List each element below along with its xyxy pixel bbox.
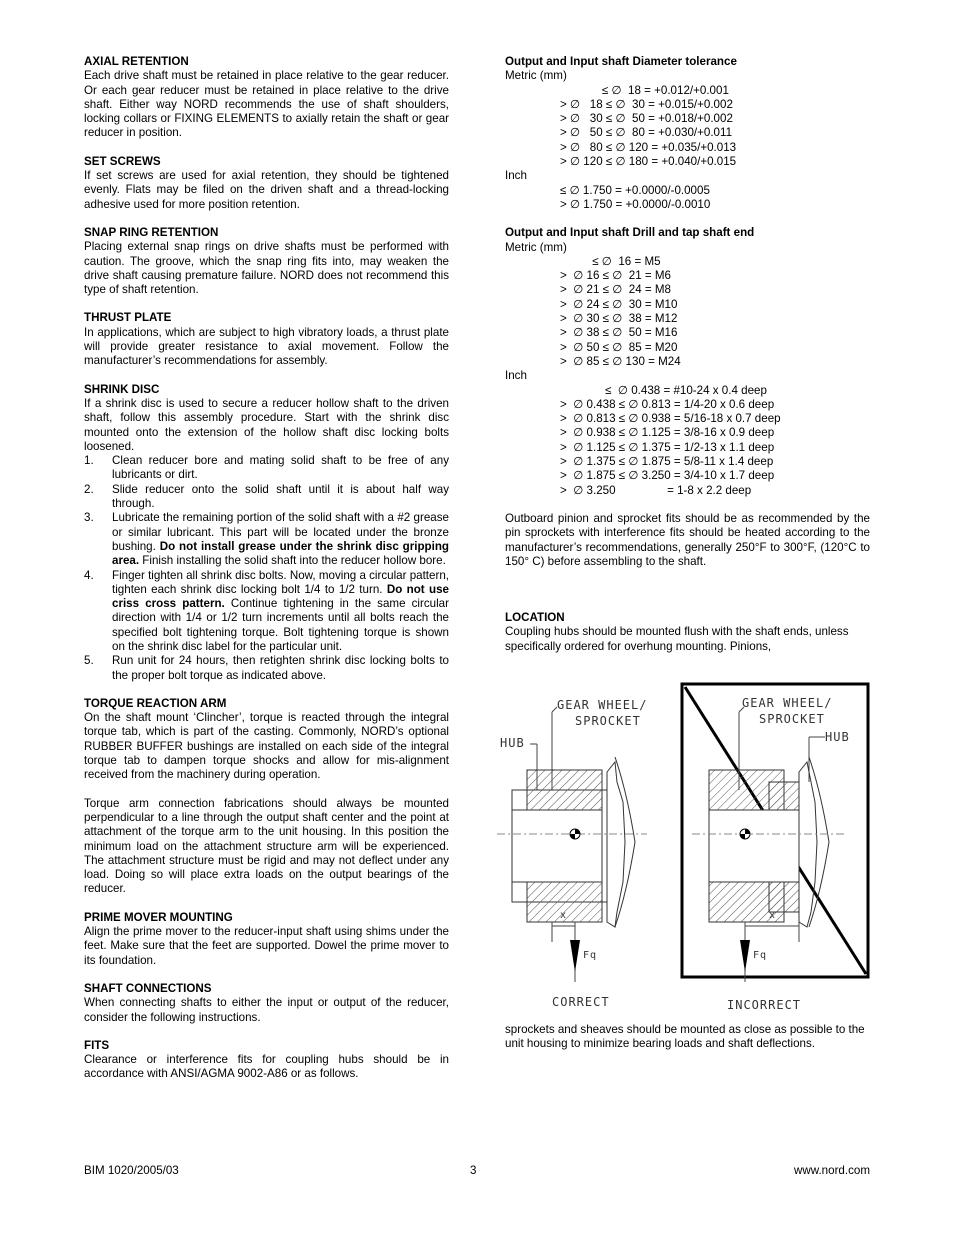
section-prime-mover [84, 911, 449, 968]
step-number: 3. [84, 511, 94, 525]
section-text: Each drive shaft must be retained in place relative to the gear reducer. Or each gear reducer must be retained in place relative to the drive shaft. Either way NORD recommends the use of shaft shoulders, locking collars or FIXING ELEMENTS to axially retain the shaft or gear reducer in position. [84, 69, 449, 140]
list-item [84, 483, 449, 512]
section-text: Torque arm connection fabrications should always be mounted perpendicular to a line through the output shaft center and the point at attachment of the torque arm to the unit housing. In this position the minimum load on the attachment structure arm will be experienced. The attachment structure must be rigid and may not deflect under any load. Doing so will place extra loads on the output bearings of the reducer. [84, 796, 449, 896]
list-item [84, 569, 449, 655]
section-diameter-tolerance [505, 55, 870, 212]
footer-url: www.nord.com [793, 1164, 870, 1177]
metric-label: Metric (mm) [505, 69, 567, 83]
section-heading: SET SCREWS [84, 154, 161, 168]
section-heading: AXIAL RETENTION [84, 55, 189, 68]
page-footer [84, 1164, 870, 1180]
step-text: Clean reducer bore and mating solid shaft to be free of any lubricants or dirt. [112, 454, 449, 482]
tolerance-row: > ∅ 50 ≤ ∅ 80 = +0.030/+0.011 [560, 126, 733, 140]
footer-doc-id: BIM 1020/2005/03 [84, 1164, 179, 1177]
section-text: In applications, which are subject to high vibratory loads, a thrust plate will provide greater resistance to axial movement. Follow the manufacturer’s recommendations for assembly. [84, 325, 449, 368]
section-location [505, 611, 870, 654]
section-fits [84, 1039, 449, 1082]
tolerance-row: > ∅ 1.750 = +0.0000/-0.0010 [560, 197, 711, 211]
inch-label: Inch [505, 169, 527, 183]
thread-row: ≤ ∅ 16 = M5 [560, 254, 661, 268]
section-text: Coupling hubs should be mounted flush with the shaft ends, unless specifically ordered for overhung mounting. Pinions, [505, 625, 849, 653]
step-text: Finish installing the solid shaft into the reducer hollow bore. [139, 554, 446, 568]
thread-row: > ∅ 21 ≤ ∅ 24 = M8 [560, 283, 671, 297]
list-item [84, 454, 449, 483]
metric-label: Metric (mm) [505, 240, 567, 254]
correct-caption: CORRECT [552, 995, 610, 1009]
section-heading: SNAP RING RETENTION [84, 225, 219, 239]
thread-row: > ∅ 1.375 ≤ ∅ 1.875 = 5/8-11 x 1.4 deep [560, 455, 774, 469]
thread-row: > ∅ 0.438 ≤ ∅ 0.813 = 1/4-20 x 0.6 deep [560, 397, 775, 411]
tolerance-row: ≤ ∅ 18 = +0.012/+0.001 [560, 83, 729, 97]
section-shaft-connections [84, 982, 449, 1025]
section-shrink-disc [84, 383, 449, 683]
force-label: Fq [583, 950, 598, 961]
gear-wheel-label: GEAR WHEEL/ [557, 698, 648, 712]
step-warning: Do not use criss cross pattern. [112, 582, 449, 611]
thread-row: > ∅ 38 ≤ ∅ 50 = M16 [560, 326, 678, 340]
section-heading: FITS [84, 1038, 110, 1052]
step-number: 5. [84, 654, 94, 668]
thread-row: > ∅ 0.813 ≤ ∅ 0.938 = 5/16-18 x 0.7 deep [560, 412, 781, 426]
section-heading: PRIME MOVER MOUNTING [84, 910, 233, 924]
section-thrust-plate [84, 311, 449, 368]
step-text: Slide reducer onto the solid shaft until it is about half way through. [112, 482, 449, 511]
section-heading: THRUST PLATE [84, 311, 172, 325]
shrink-disc-steps [84, 454, 449, 683]
tolerance-row: > ∅ 80 ≤ ∅ 120 = +0.035/+0.013 [560, 140, 737, 154]
section-text: On the shaft mount ‘Clincher’, torque is reacted through the integral torque tab, which is part of the casting. Commonly, NORD’s optional RUBBER BUFFER bushings are installed on each side of the integral torque tab to dampen torque shocks and allow for mis-alignment received from the machinery during operation. [84, 711, 449, 782]
force-arrow-icon [570, 940, 580, 972]
mounting-diagram [497, 682, 873, 1012]
sprocket-label: SPROCKET [759, 712, 825, 726]
thread-row: > ∅ 3.250 = 1-8 x 2.2 deep [560, 483, 752, 497]
section-axial-retention [84, 55, 449, 141]
location-text-continued: sprockets and sheaves should be mounted as close as possible to the unit housing to minimize bearing loads and shaft deflections. [505, 1023, 865, 1051]
section-text: If a shrink disc is used to secure a reducer hollow shaft to the driven shaft, follow this assembly procedure. Start with the shrink disc mounted onto the extension of the hollow shaft disc locking bolts loosened. [84, 396, 449, 453]
sprocket-label: SPROCKET [575, 714, 641, 728]
thread-row: > ∅ 16 ≤ ∅ 21 = M6 [560, 269, 671, 283]
section-text: When connecting shafts to either the input or output of the reducer, consider the following instructions. [84, 996, 449, 1024]
step-text: Finger tighten all shrink disc bolts. Now, moving a circular pattern, tighten each shrink disc locking bolt 1/4 to 1/2 turn. [112, 568, 450, 596]
section-snap-ring [84, 226, 449, 297]
list-item [84, 511, 449, 568]
tolerance-row: ≤ ∅ 1.750 = +0.0000/-0.0005 [560, 183, 710, 197]
tolerance-row: > ∅ 120 ≤ ∅ 180 = +0.040/+0.015 [560, 155, 737, 169]
x-label: x [769, 910, 777, 921]
section-set-screws [84, 155, 449, 212]
step-text: Lubricate the remaining portion of the solid shaft with a #2 grease or similar lubricant. This part will be located under the bronze bushing. [112, 511, 449, 553]
tolerance-row: > ∅ 30 ≤ ∅ 50 = +0.018/+0.002 [560, 112, 733, 126]
thread-row: > ∅ 30 ≤ ∅ 38 = M12 [560, 312, 678, 326]
thread-row: > ∅ 50 ≤ ∅ 85 = M20 [560, 340, 678, 354]
section-heading: SHRINK DISC [84, 382, 160, 396]
section-text: If set screws are used for axial retention, they should be tightened evenly. Flats may be filed on the driven shaft and a thread-locking adhesive used for more position retention. [84, 169, 449, 211]
step-warning: Do not install grease under the shrink disc gripping area. [112, 539, 449, 568]
section-text: Clearance or interference fits for coupling hubs should be in accordance with ANSI/AGMA 9002-A86 or as follows. [84, 1053, 449, 1081]
step-number: 1. [84, 454, 94, 468]
list-item [84, 654, 449, 683]
mounting-figure [497, 682, 873, 1012]
x-label: x [560, 910, 568, 921]
section-heading: SHAFT CONNECTIONS [84, 981, 212, 995]
left-column [84, 55, 449, 1096]
section-torque-arm [84, 697, 449, 897]
gear-wheel-label: GEAR WHEEL/ [742, 696, 833, 710]
thread-row: > ∅ 0.938 ≤ ∅ 1.125 = 3/8-16 x 0.9 deep [560, 426, 775, 440]
thread-row: > ∅ 1.125 ≤ ∅ 1.375 = 1/2-13 x 1.1 deep [560, 440, 775, 454]
inch-label: Inch [505, 369, 527, 383]
thread-row: > ∅ 1.875 ≤ ∅ 3.250 = 3/4-10 x 1.7 deep [560, 469, 775, 483]
thread-row: > ∅ 24 ≤ ∅ 30 = M10 [560, 297, 678, 311]
section-text: Placing external snap rings on drive shafts must be performed with caution. The groove, which the snap ring fits into, may weaken the drive shaft causing premature failure. NORD does not recommend this type of shaft retention. [84, 240, 449, 297]
section-heading: Output and Input shaft Diameter tolerance [505, 55, 737, 68]
shaft-shape [512, 810, 602, 882]
hub-label: HUB [825, 730, 850, 744]
incorrect-diagram [682, 684, 868, 982]
step-number: 2. [84, 482, 94, 496]
step-text: Run unit for 24 hours, then retighten shrink disc locking bolts to the proper bolt torque as indicated above. [112, 654, 449, 682]
force-label: Fq [753, 950, 768, 961]
section-heading: LOCATION [505, 611, 565, 625]
step-text: Continue tightening in the same circular direction with 1/4 or 1/2 turn increments until all bolts reach the specified bolt tightening torque. Bolt tightening torque is shown on the shrink disc label for the particular unit. [112, 597, 449, 653]
force-arrow-icon [740, 940, 750, 972]
section-text: Align the prime mover to the reducer-input shaft using shims under the feet. Make sure that the feet are supported. Dowel the prime mover to its foundation. [84, 925, 449, 967]
thread-row: ≤ ∅ 0.438 = #10-24 x 0.4 deep [560, 383, 767, 397]
thread-row: > ∅ 85 ≤ ∅ 130 = M24 [560, 354, 681, 368]
outboard-text: Outboard pinion and sprocket fits should be as recommended by the pin sprockets with interference fits should be heated according to the manufacturer’s recommendations, generally 250°F to 300°F, (120°C to 150° C) before assembling to the shaft. [505, 511, 870, 568]
page-number: 3 [470, 1164, 477, 1177]
section-heading: TORQUE REACTION ARM [84, 696, 227, 710]
section-drill-tap [505, 226, 870, 498]
step-number: 4. [84, 568, 94, 582]
hub-label: HUB [500, 736, 525, 750]
section-heading: Output and Input shaft Drill and tap shaft end [505, 226, 755, 240]
tolerance-row: > ∅ 18 ≤ ∅ 30 = +0.015/+0.002 [560, 97, 733, 111]
incorrect-caption: INCORRECT [727, 998, 802, 1012]
